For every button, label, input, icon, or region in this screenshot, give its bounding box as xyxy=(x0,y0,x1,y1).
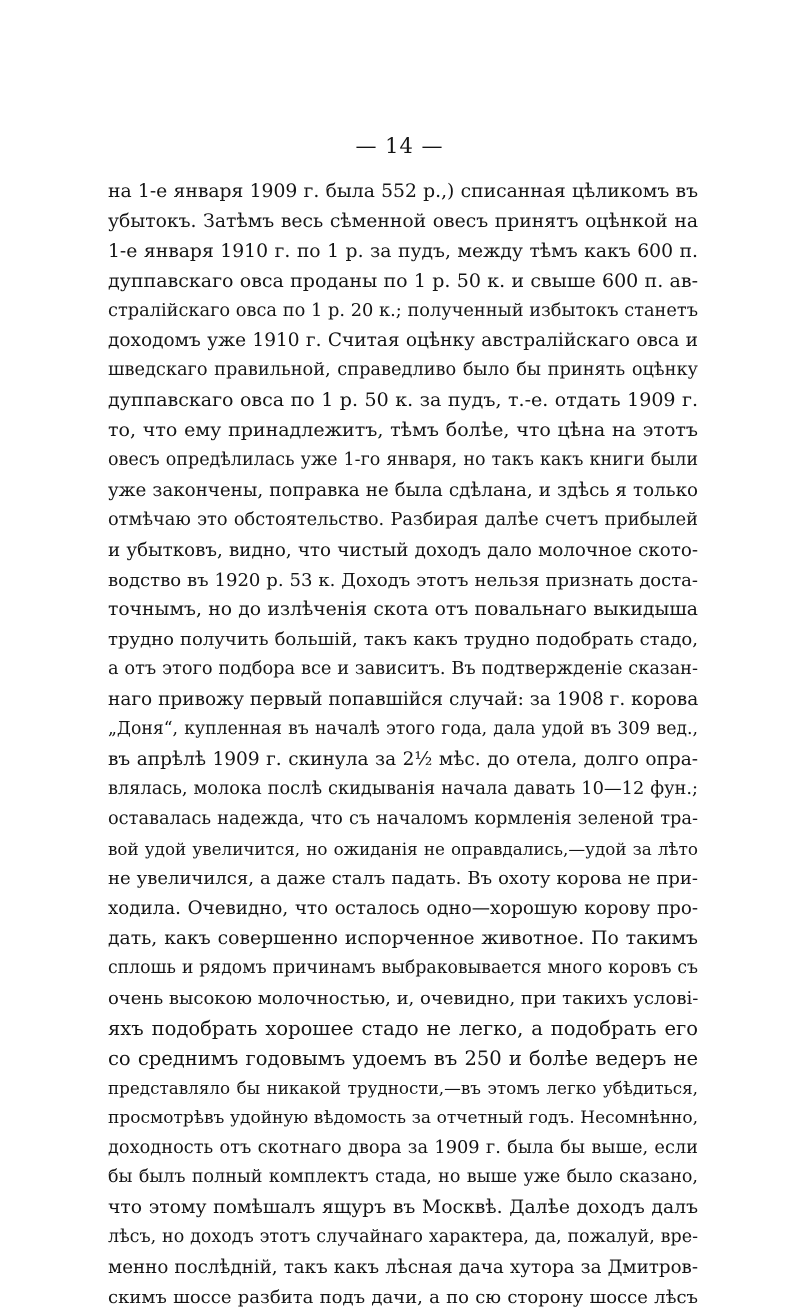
text-line: влялась, молока послѣ скидыванія начала давать 10—12 фун.; xyxy=(108,778,698,799)
text-line: отмѣчаю это обстоятельство. Разбирая далѣе счетъ прибылей xyxy=(108,509,698,530)
text-line: доходомъ уже 1910 г. Считая оцѣнку австралійскаго овса и xyxy=(108,330,698,352)
text-line: дуппавскаго овса по 1 р. 50 к. за пудъ, т.-е. отдать 1909 г. xyxy=(108,389,698,412)
text-line: ходила. Очевидно, что осталось одно—хорошую корову про- xyxy=(108,898,698,920)
text-line: водство въ 1920 р. 53 к. Доходъ этотъ нельзя признать доста- xyxy=(108,569,698,591)
text-line: наго привожу первый попавшійся случай: за 1908 г. корова xyxy=(108,689,698,711)
text-line: на 1-е января 1909 г. была 552 р.,) списанная цѣликомъ въ xyxy=(108,181,698,202)
text-line: овесъ опредѣлилась уже 1-го января, но такъ какъ книги были xyxy=(108,450,698,471)
text-line: а отъ этого подбора все и зависитъ. Въ подтвержденіе сказан- xyxy=(108,659,698,680)
text-line: то, что ему принадлежитъ, тѣмъ болѣе, что цѣна на этотъ xyxy=(108,419,698,442)
text-line: уже закончены, поправка не была сдѣлана, и здѣсь я только xyxy=(108,479,698,501)
text-line: что этому помѣшалъ ящуръ въ Москвѣ. Далѣе доходъ далъ xyxy=(108,1197,698,1219)
text-line: лѣсъ, но доходъ этотъ случайнаго характера, да, пожалуй, вре- xyxy=(108,1227,698,1248)
text-line: бы былъ полный комплектъ стада, но выше уже было сказано, xyxy=(108,1167,698,1188)
text-line: просмотрѣвъ удойную вѣдомость за отчетный годъ. Несомнѣнно, xyxy=(108,1107,698,1128)
text-line: менно послѣдній, такъ какъ лѣсная дача хутора за Дмитров- xyxy=(108,1257,698,1279)
text-line: трудно получить большій, такъ какъ трудно подобрать стадо, xyxy=(108,629,698,651)
page-number: — 14 — xyxy=(355,134,444,158)
text-line: сплошь и рядомъ причинамъ выбраковывается много коровъ съ xyxy=(108,958,698,979)
body-text xyxy=(108,177,698,1313)
text-line: и убытковъ, видно, что чистый доходъ дало молочное ското- xyxy=(108,539,698,561)
text-line: въ апрѣлѣ 1909 г. скинула за 2½ мѣс. до отела, долго опра- xyxy=(108,748,698,770)
text-line: дать, какъ совершенно испорченное животное. По такимъ xyxy=(108,928,698,950)
text-line: вой удой увеличится, но ожиданія не оправдались,—удой за лѣто xyxy=(108,838,698,859)
text-line: шведскаго правильной, справедливо было бы принять оцѣнку xyxy=(108,360,698,381)
text-line: дуппавскаго овса проданы по 1 р. 50 к. и свыше 600 п. ав- xyxy=(108,269,698,292)
text-line: представляло бы никакой трудности,—въ этомъ легко убѣдиться, xyxy=(108,1077,698,1098)
text-line: скимъ шоссе разбита подъ дачи, а по сю сторону шоссе лѣсъ xyxy=(108,1286,698,1308)
text-line: оставалась надежда, что съ началомъ кормленія зеленой тра- xyxy=(108,808,698,829)
text-line: не увеличился, а даже сталъ падать. Въ охоту корова не при- xyxy=(108,868,698,890)
text-line: стралійскаго овса по 1 р. 20 к.; полученный избытокъ станетъ xyxy=(108,300,698,321)
text-line: со среднимъ годовымъ удоемъ въ 250 и болѣе ведеръ не xyxy=(108,1046,698,1070)
text-line: точнымъ, но до излѣченія скота отъ повальнаго выкидыша xyxy=(108,599,698,621)
text-line: очень высокою молочностью, и, очевидно, при такихъ услові- xyxy=(108,988,698,1010)
text-line: „Доня“, купленная въ началѣ этого года, дала удой въ 309 вед., xyxy=(108,719,698,740)
text-line: 1-е января 1910 г. по 1 р. за пудъ, между тѣмъ какъ 600 п. xyxy=(108,240,698,262)
text-line: яхъ подобрать хорошее стадо не легко, а подобрать его xyxy=(108,1016,698,1040)
text-line: доходность отъ скотнаго двора за 1909 г. была бы выше, если xyxy=(108,1137,698,1158)
text-line: убытокъ. Затѣмъ весь сѣменной овесъ принятъ оцѣнкой на xyxy=(108,210,698,232)
